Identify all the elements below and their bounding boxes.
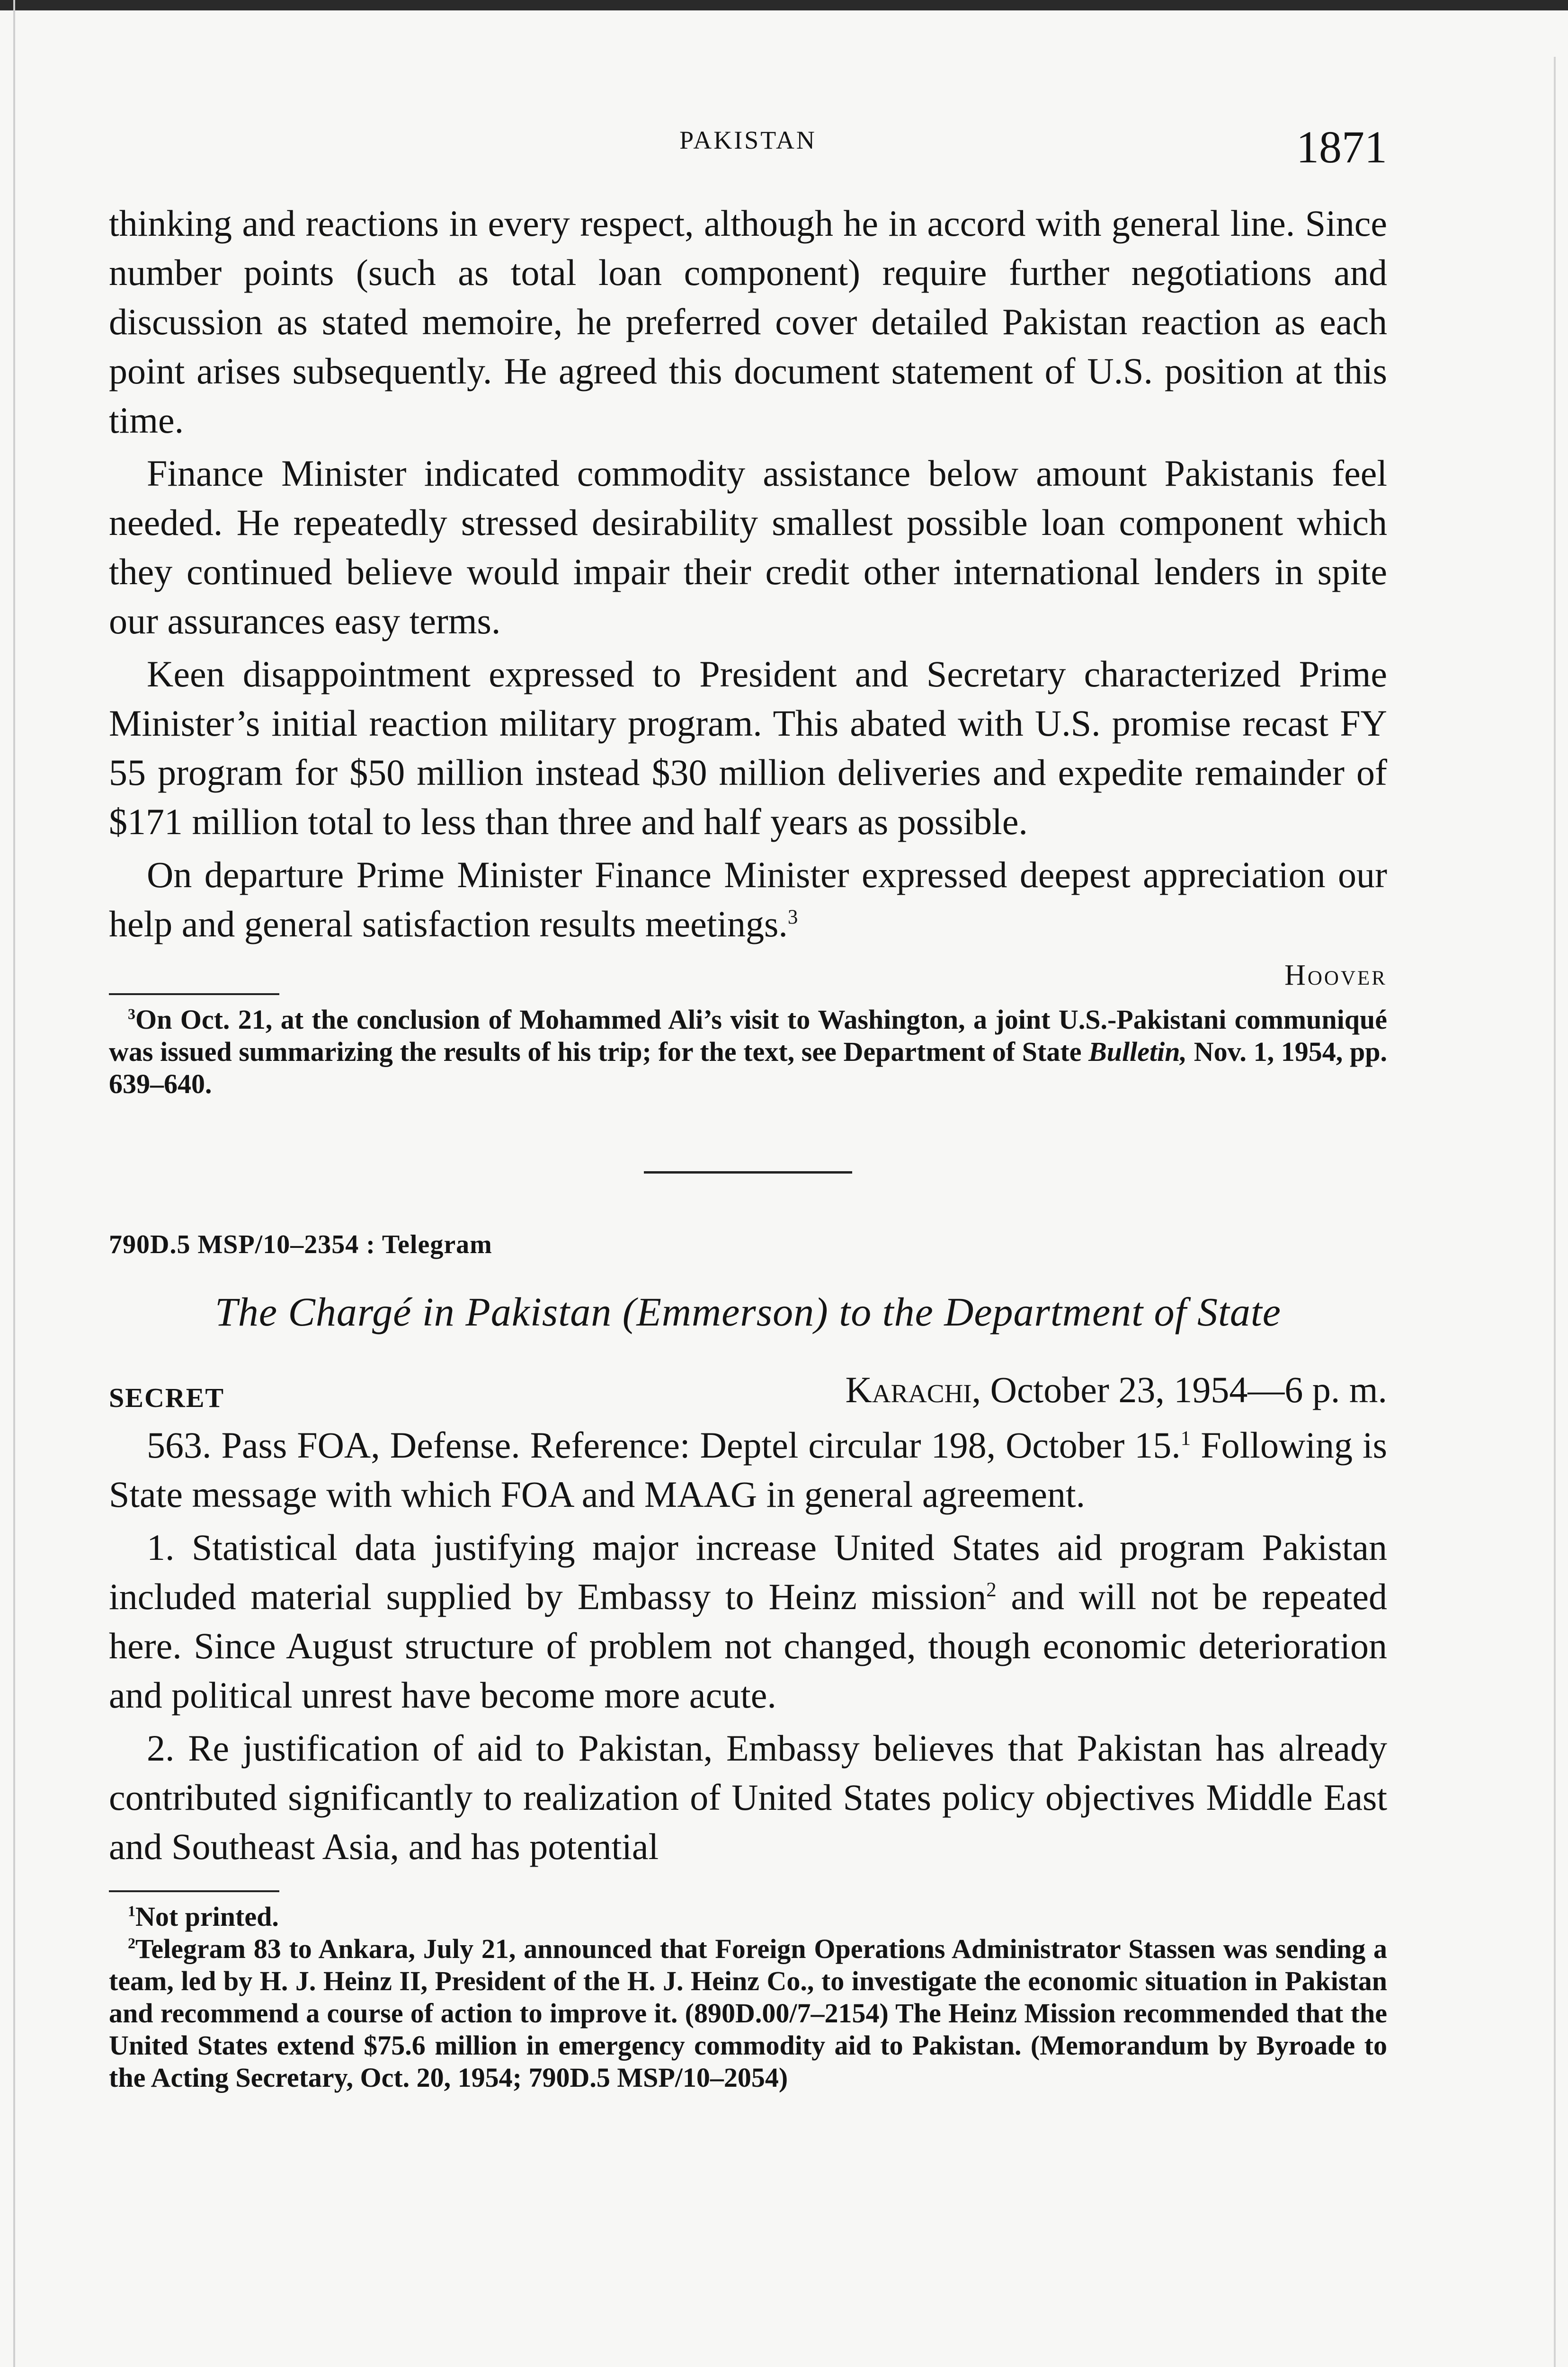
place: Karachi, xyxy=(845,1369,981,1410)
page-header xyxy=(109,121,1387,173)
scan-left-edge xyxy=(13,0,15,2367)
footnote-1 xyxy=(109,1901,1387,1933)
telegram-paragraph-1 xyxy=(109,1421,1387,1519)
footnote-text-end: Nov. 1, 1954, pp. 639–640. xyxy=(109,1036,1387,1099)
footnote-3 xyxy=(109,1004,1387,1100)
paragraph-text: 1. Statistical data justifying major increase United States aid program Pakistan included material supplied by Embassy to Heinz mission xyxy=(109,1527,1387,1617)
footnote-ref: 2 xyxy=(986,1579,997,1601)
prev-doc-paragraph-4 xyxy=(109,850,1387,949)
footnote-text: Not printed. xyxy=(135,1901,279,1932)
prev-doc-paragraph-1: thinking and reactions in every respect, although he in accord with general line. Since number points (such as total loan component) require further negotiations and discussion as stated memoire, he preferred cover detailed Pakistan reaction as each point arises subsequently. He agreed this document statement of U.S. position at this time. xyxy=(109,203,1387,441)
document-separator xyxy=(644,1171,852,1174)
footnote-mark: 1 xyxy=(128,1903,135,1920)
prev-doc-paragraph-2: Finance Minister indicated commodity assistance below amount Pakistanis feel needed. He repeatedly stressed desirability smallest possible loan component which they continued believe would impair their credit other international lenders in spite our assurances easy terms. xyxy=(109,453,1387,641)
running-head: PAKISTAN xyxy=(679,126,817,154)
footnote-text: Telegram 83 to Ankara, July 21, announced that Foreign Operations Administrator Stassen was sending a team, led by H. J. Heinz II, President of the H. J. Heinz Co., to investigate the economic situation in Pakistan and recommend a course of action to improve it. (890D.00/7–2154) The Heinz Mission recommended that the United States extend $75.6 million in emergency commodity aid to Pakistan. (Memorandum by Byroade to the Acting Secretary, Oct. 20, 1954; 790D.5 MSP/10–2054) xyxy=(109,1933,1387,2093)
footnote-italic: Bulletin, xyxy=(1088,1036,1187,1067)
footnote-rule xyxy=(109,1890,279,1892)
place-date xyxy=(845,1369,1387,1411)
footnote-mark: 3 xyxy=(128,1006,135,1023)
signature: Hoover xyxy=(1284,959,1387,991)
page-body xyxy=(109,199,1387,2094)
footnote-ref: 3 xyxy=(787,906,798,928)
date: October 23, 1954—6 p. m. xyxy=(990,1369,1387,1410)
prev-doc-paragraph-3: Keen disappointment expressed to President and Secretary characterized Prime Minister’s initial reaction military program. This abated with U.S. promise recast FY 55 program for $50 million instead $30 million deliveries and expedite remainder of $171 million total to less than three and half years as possible. xyxy=(109,653,1387,842)
telegram-paragraph-2 xyxy=(109,1523,1387,1720)
footnote-2 xyxy=(109,1933,1387,2094)
page-number: 1871 xyxy=(1296,122,1387,172)
footnote-text: On Oct. 21, at the conclusion of Mohammed Ali’s visit to Washington, a joint U.S.-Pakistani communiqué was issued summarizing the results of his trip; for the text, see Department of State xyxy=(109,1004,1387,1067)
telegram-paragraph-3: 2. Re justification of aid to Pakistan, Embassy believes that Pakistan has already contributed significantly to realization of United States policy objectives Middle East and Southeast Asia, and has potential xyxy=(109,1727,1387,1867)
document-title: The Chargé in Pakistan (Emmerson) to the Department of State xyxy=(215,1289,1281,1335)
classification-label: SECRET xyxy=(109,1382,225,1413)
paragraph-text: On departure Prime Minister Finance Minister expressed deepest appreciation our help and general satisfaction results meetings. xyxy=(109,854,1387,944)
paragraph-text-cont: and will not be repeated here. Since August structure of problem not changed, though economic deterioration and political unrest have become more acute. xyxy=(109,1576,1387,1716)
scan-top-edge xyxy=(0,0,1568,10)
paragraph-text: 563. Pass FOA, Defense. Reference: Deptel circular 198, October 15. xyxy=(147,1424,1181,1466)
footnote-ref: 1 xyxy=(1180,1427,1191,1450)
footnote-mark: 2 xyxy=(128,1935,135,1952)
footnote-rule xyxy=(109,993,279,995)
dateline xyxy=(109,1369,1387,1421)
paragraph-text-cont: Following is State message with which FOA and MAAG in general agreement. xyxy=(109,1424,1387,1515)
document-file-id: 790D.5 MSP/10–2354 : Telegram xyxy=(109,1230,492,1259)
scan-right-edge xyxy=(1554,57,1556,2367)
